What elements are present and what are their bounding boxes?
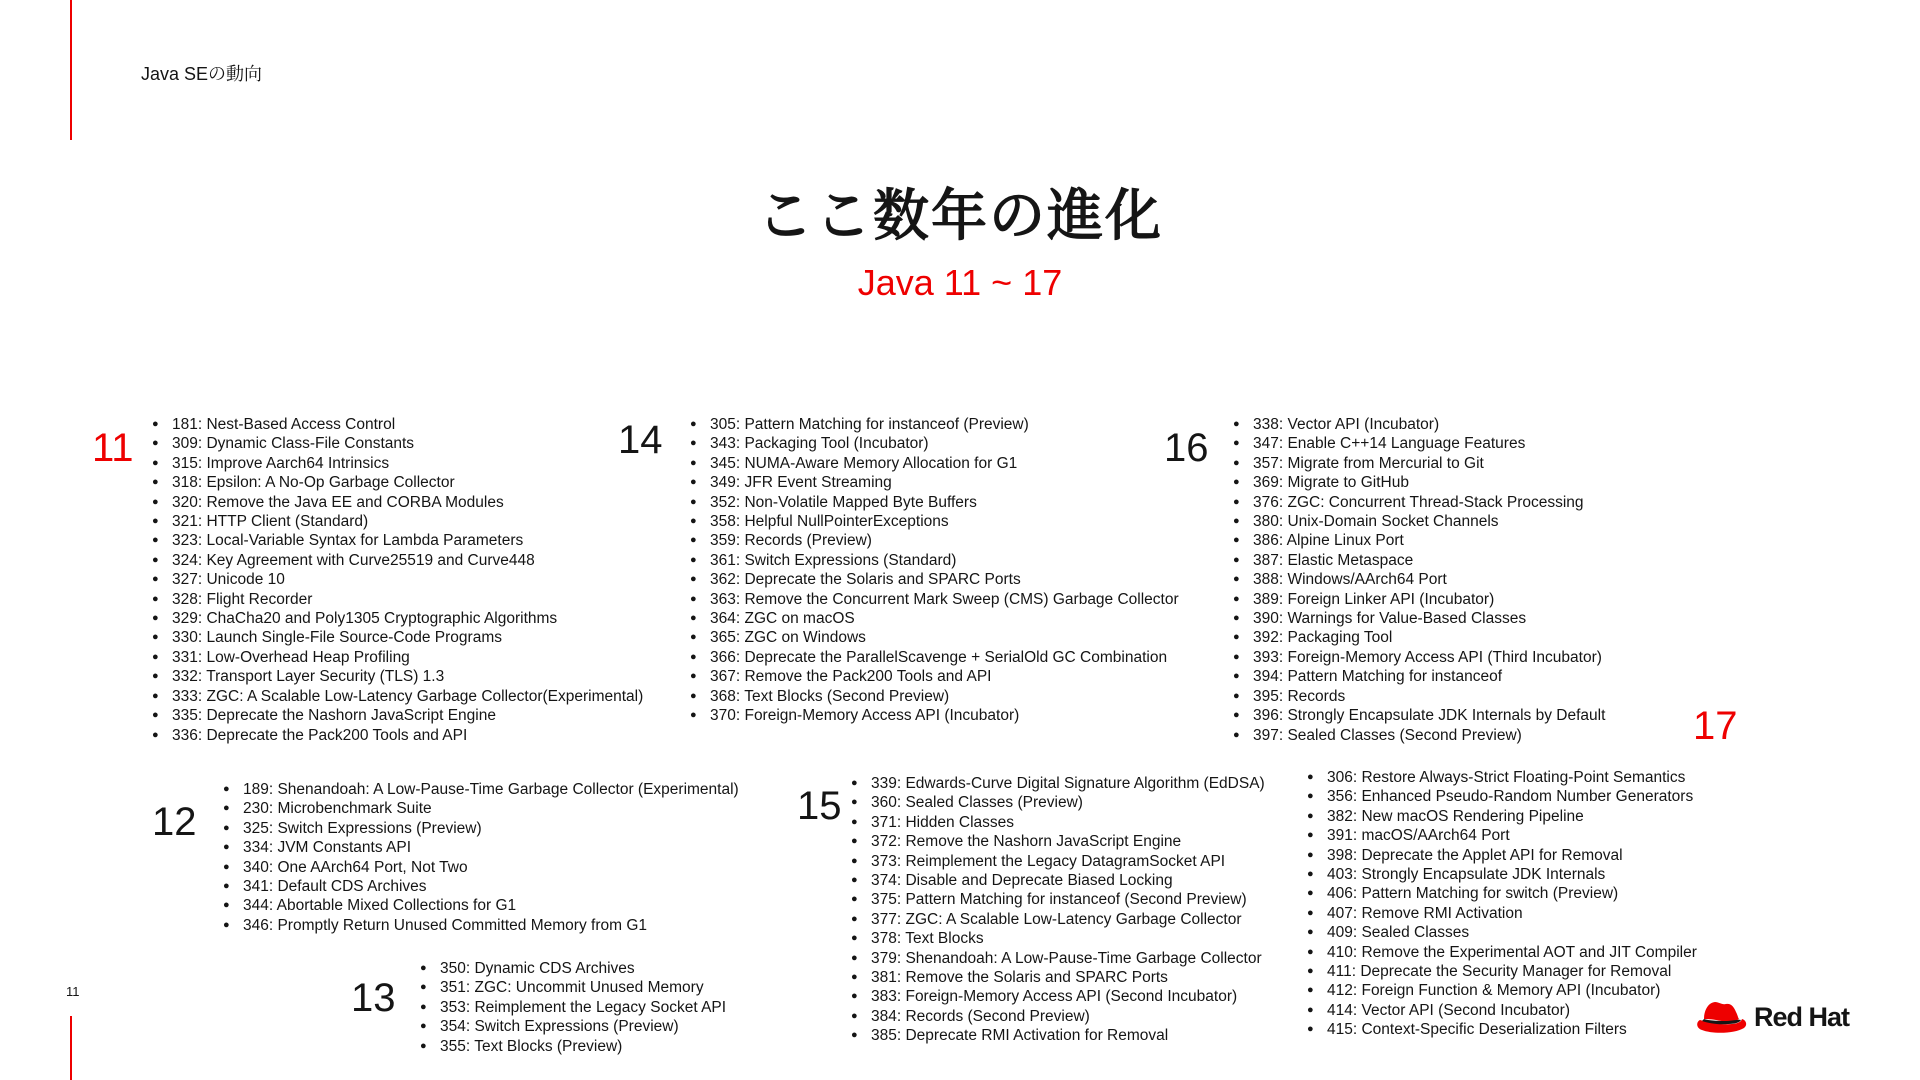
version-label-14: 14	[618, 418, 663, 462]
feature-item: ● 386: Alpine Linux Port	[1233, 531, 1605, 550]
feature-item: ● 330: Launch Single-File Source-Code Programs	[152, 628, 643, 647]
version-label-11: 11	[92, 426, 134, 470]
feature-item: ● 340: One AArch64 Port, Not Two	[223, 858, 739, 877]
feature-list-15	[851, 774, 1265, 1046]
feature-item: ● 380: Unix-Domain Socket Channels	[1233, 512, 1605, 531]
feature-item: ● 349: JFR Event Streaming	[690, 473, 1179, 492]
feature-item: ● 305: Pattern Matching for instanceof (Preview)	[690, 415, 1179, 434]
feature-item: ● 363: Remove the Concurrent Mark Sweep (CMS) Garbage Collector	[690, 590, 1179, 609]
feature-item: ● 364: ZGC on macOS	[690, 609, 1179, 628]
feature-list-16	[1233, 415, 1605, 745]
feature-item: ● 373: Reimplement the Legacy DatagramSocket API	[851, 852, 1265, 871]
feature-item: ● 383: Foreign-Memory Access API (Second Incubator)	[851, 987, 1265, 1006]
feature-item: ● 332: Transport Layer Security (TLS) 1.3	[152, 667, 643, 686]
feature-item: ● 338: Vector API (Incubator)	[1233, 415, 1605, 434]
page-number: 11	[66, 984, 80, 999]
feature-item: ● 393: Foreign-Memory Access API (Third Incubator)	[1233, 648, 1605, 667]
feature-item: ● 392: Packaging Tool	[1233, 628, 1605, 647]
feature-item: ● 350: Dynamic CDS Archives	[420, 959, 726, 978]
feature-item: ● 329: ChaCha20 and Poly1305 Cryptographic Algorithms	[152, 609, 643, 628]
feature-item: ● 414: Vector API (Second Incubator)	[1307, 1001, 1697, 1020]
feature-item: ● 371: Hidden Classes	[851, 813, 1265, 832]
feature-item: ● 359: Records (Preview)	[690, 531, 1179, 550]
feature-item: ● 370: Foreign-Memory Access API (Incubator)	[690, 706, 1179, 725]
feature-item: ● 365: ZGC on Windows	[690, 628, 1179, 647]
feature-item: ● 306: Restore Always-Strict Floating-Point Semantics	[1307, 768, 1697, 787]
feature-item: ● 335: Deprecate the Nashorn JavaScript Engine	[152, 706, 643, 725]
feature-item: ● 309: Dynamic Class-File Constants	[152, 434, 643, 453]
feature-item: ● 354: Switch Expressions (Preview)	[420, 1017, 726, 1036]
feature-item: ● 336: Deprecate the Pack200 Tools and API	[152, 726, 643, 745]
section-title: Java SEの動向	[141, 64, 263, 84]
feature-item: ● 320: Remove the Java EE and CORBA Modules	[152, 493, 643, 512]
feature-item: ● 352: Non-Volatile Mapped Byte Buffers	[690, 493, 1179, 512]
logo-text: Red Hat	[1754, 1001, 1850, 1032]
feature-item: ● 372: Remove the Nashorn JavaScript Engine	[851, 832, 1265, 851]
feature-list-11	[152, 415, 643, 745]
feature-item: ● 351: ZGC: Uncommit Unused Memory	[420, 978, 726, 997]
feature-list-12	[223, 780, 739, 935]
version-label-12: 12	[152, 800, 197, 844]
feature-item: ● 403: Strongly Encapsulate JDK Internals	[1307, 865, 1697, 884]
feature-list-13	[420, 959, 726, 1056]
feature-item: ● 324: Key Agreement with Curve25519 and Curve448	[152, 551, 643, 570]
feature-item: ● 410: Remove the Experimental AOT and JIT Compiler	[1307, 943, 1697, 962]
feature-item: ● 321: HTTP Client (Standard)	[152, 512, 643, 531]
feature-item: ● 358: Helpful NullPointerExceptions	[690, 512, 1179, 531]
feature-item: ● 411: Deprecate the Security Manager for Removal	[1307, 962, 1697, 981]
feature-item: ● 355: Text Blocks (Preview)	[420, 1037, 726, 1056]
feature-item: ● 341: Default CDS Archives	[223, 877, 739, 896]
feature-item: ● 323: Local-Variable Syntax for Lambda Parameters	[152, 531, 643, 550]
feature-item: ● 374: Disable and Deprecate Biased Locking	[851, 871, 1265, 890]
feature-item: ● 388: Windows/AArch64 Port	[1233, 570, 1605, 589]
feature-item: ● 368: Text Blocks (Second Preview)	[690, 687, 1179, 706]
page-subtitle: Java 11 ~ 17	[857, 262, 1063, 303]
feature-item: ● 315: Improve Aarch64 Intrinsics	[152, 454, 643, 473]
feature-item: ● 396: Strongly Encapsulate JDK Internals by Default	[1233, 706, 1605, 725]
feature-item: ● 334: JVM Constants API	[223, 838, 739, 857]
feature-item: ● 353: Reimplement the Legacy Socket API	[420, 998, 726, 1017]
feature-item: ● 333: ZGC: A Scalable Low-Latency Garbage Collector(Experimental)	[152, 687, 643, 706]
feature-item: ● 230: Microbenchmark Suite	[223, 799, 739, 818]
red-hat-fedora-icon	[1694, 998, 1748, 1036]
feature-item: ● 357: Migrate from Mercurial to Git	[1233, 454, 1605, 473]
feature-item: ● 384: Records (Second Preview)	[851, 1007, 1265, 1026]
feature-item: ● 339: Edwards-Curve Digital Signature Algorithm (EdDSA)	[851, 774, 1265, 793]
feature-item: ● 379: Shenandoah: A Low-Pause-Time Garbage Collector	[851, 949, 1265, 968]
feature-item: ● 356: Enhanced Pseudo-Random Number Generators	[1307, 787, 1697, 806]
feature-item: ● 327: Unicode 10	[152, 570, 643, 589]
feature-list-17	[1307, 768, 1697, 1040]
version-label-17: 17	[1693, 704, 1738, 748]
feature-item: ● 325: Switch Expressions (Preview)	[223, 819, 739, 838]
feature-item: ● 360: Sealed Classes (Preview)	[851, 793, 1265, 812]
feature-item: ● 387: Elastic Metaspace	[1233, 551, 1605, 570]
feature-item: ● 377: ZGC: A Scalable Low-Latency Garbage Collector	[851, 910, 1265, 929]
version-label-13: 13	[351, 976, 396, 1020]
feature-item: ● 409: Sealed Classes	[1307, 923, 1697, 942]
feature-item: ● 366: Deprecate the ParallelScavenge + SerialOld GC Combination	[690, 648, 1179, 667]
feature-item: ● 394: Pattern Matching for instanceof	[1233, 667, 1605, 686]
feature-item: ● 381: Remove the Solaris and SPARC Ports	[851, 968, 1265, 987]
feature-item: ● 397: Sealed Classes (Second Preview)	[1233, 726, 1605, 745]
feature-item: ● 376: ZGC: Concurrent Thread-Stack Processing	[1233, 493, 1605, 512]
feature-item: ● 412: Foreign Function & Memory API (Incubator)	[1307, 981, 1697, 1000]
feature-item: ● 378: Text Blocks	[851, 929, 1265, 948]
feature-item: ● 361: Switch Expressions (Standard)	[690, 551, 1179, 570]
top-accent-line	[70, 0, 72, 140]
feature-item: ● 343: Packaging Tool (Incubator)	[690, 434, 1179, 453]
feature-item: ● 382: New macOS Rendering Pipeline	[1307, 807, 1697, 826]
feature-item: ● 407: Remove RMI Activation	[1307, 904, 1697, 923]
feature-item: ● 331: Low-Overhead Heap Profiling	[152, 648, 643, 667]
feature-item: ● 189: Shenandoah: A Low-Pause-Time Garbage Collector (Experimental)	[223, 780, 739, 799]
feature-item: ● 367: Remove the Pack200 Tools and API	[690, 667, 1179, 686]
feature-list-14	[690, 415, 1179, 726]
feature-item: ● 406: Pattern Matching for switch (Preview)	[1307, 884, 1697, 903]
feature-item: ● 346: Promptly Return Unused Committed Memory from G1	[223, 916, 739, 935]
feature-item: ● 318: Epsilon: A No-Op Garbage Collector	[152, 473, 643, 492]
page-title: ここ数年の進化	[757, 184, 1163, 247]
feature-item: ● 181: Nest-Based Access Control	[152, 415, 643, 434]
feature-item: ● 347: Enable C++14 Language Features	[1233, 434, 1605, 453]
feature-item: ● 415: Context-Specific Deserialization Filters	[1307, 1020, 1697, 1039]
red-hat-logo	[1694, 998, 1849, 1036]
feature-item: ● 389: Foreign Linker API (Incubator)	[1233, 590, 1605, 609]
feature-item: ● 385: Deprecate RMI Activation for Removal	[851, 1026, 1265, 1045]
feature-item: ● 328: Flight Recorder	[152, 590, 643, 609]
feature-item: ● 390: Warnings for Value-Based Classes	[1233, 609, 1605, 628]
feature-item: ● 345: NUMA-Aware Memory Allocation for G1	[690, 454, 1179, 473]
feature-item: ● 398: Deprecate the Applet API for Removal	[1307, 846, 1697, 865]
feature-item: ● 395: Records	[1233, 687, 1605, 706]
version-label-16: 16	[1164, 426, 1209, 470]
feature-item: ● 369: Migrate to GitHub	[1233, 473, 1605, 492]
feature-item: ● 344: Abortable Mixed Collections for G1	[223, 896, 739, 915]
feature-item: ● 362: Deprecate the Solaris and SPARC Ports	[690, 570, 1179, 589]
feature-item: ● 391: macOS/AArch64 Port	[1307, 826, 1697, 845]
bottom-accent-line	[70, 1016, 72, 1080]
version-label-15: 15	[797, 784, 842, 828]
feature-item: ● 375: Pattern Matching for instanceof (Second Preview)	[851, 890, 1265, 909]
